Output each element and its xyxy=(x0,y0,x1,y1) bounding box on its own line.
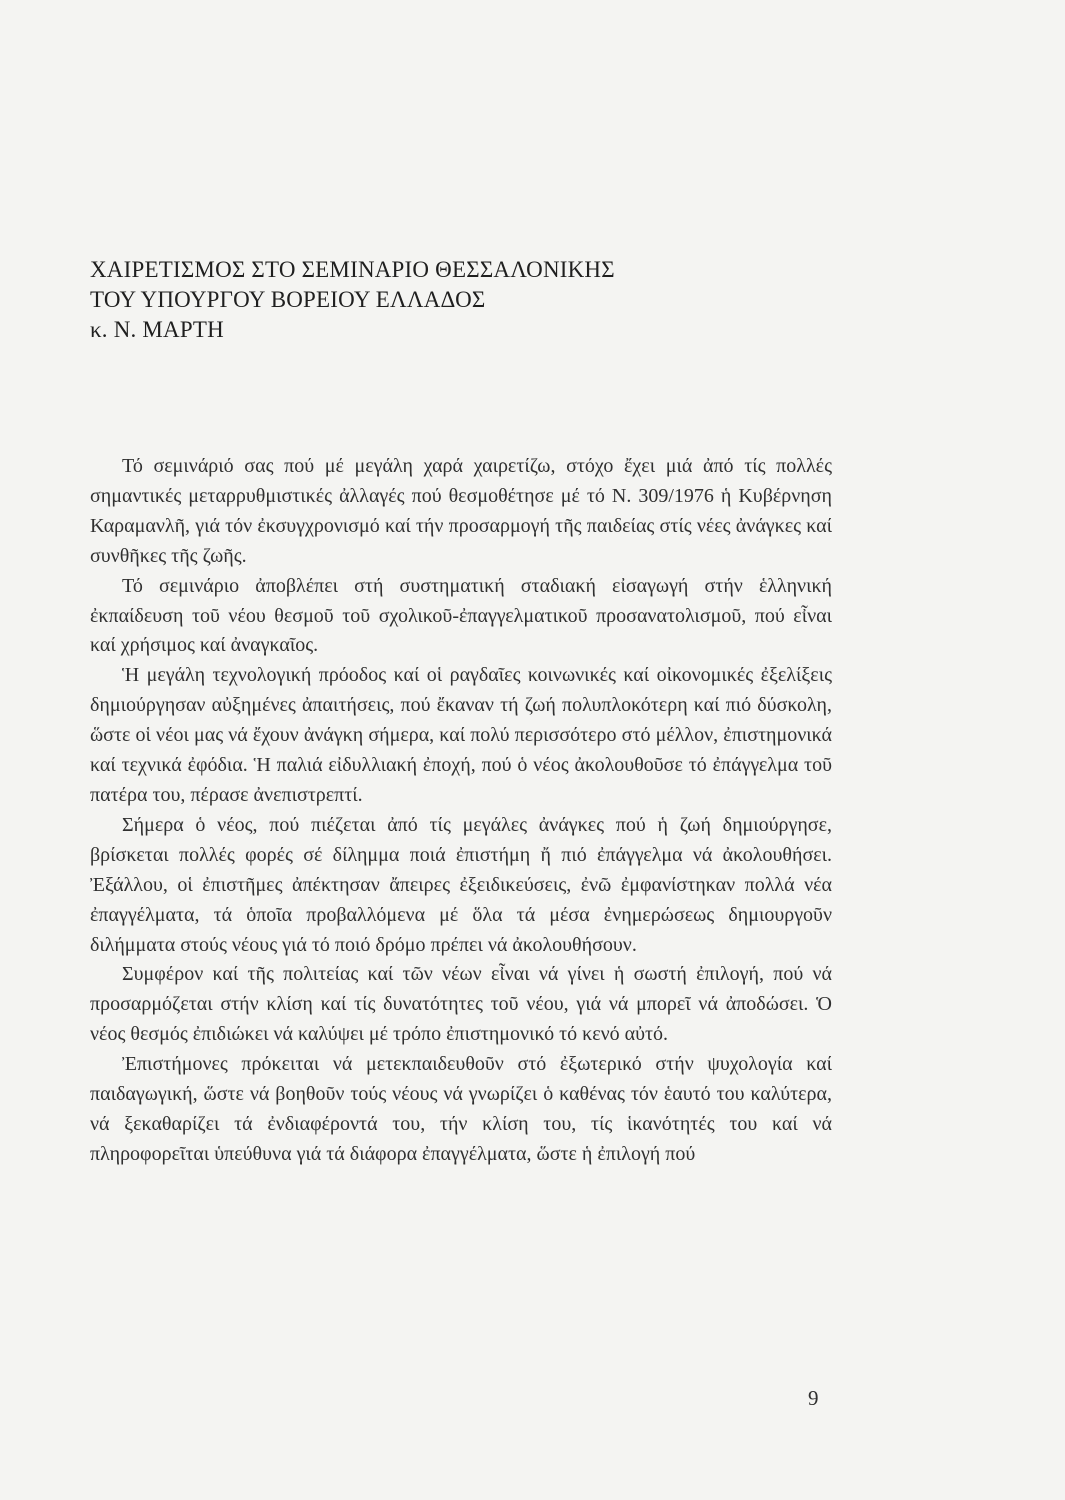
paragraph: Ἡ μεγάλη τεχνολογική πρόοδος καί οἱ ραγδαῖες κοινωνικές καί οἰκονομικές ἐξελίξεις δημιούργησαν αὐξημένες ἀπαιτήσεις, πού ἔκαναν τή ζωή πολυπλοκότερη καί πιό δύσκολη, ὥστε οἱ νέοι μας νά ἔχουν ἀνάγκη σήμερα, καί πολύ περισσότερο στό μέλλον, ἐπιστημονικά καί τεχνικά ἐφόδια. Ἡ παλιά εἰδυλλιακή ἐποχή, πού ὁ νέος ἀκολουθοῦσε τό ἐπάγγελμα τοῦ πατέρα του, πέρασε ἀνεπιστρεπτί. xyxy=(90,664,832,806)
paragraph: Τό σεμινάριο ἀποβλέπει στή συστηματική σταδιακή εἰσαγωγή στήν ἑλληνική ἐκπαίδευση τοῦ νέου θεσμοῦ τοῦ σχολικοῦ-ἐπαγγελματικοῦ προσανατολισμοῦ, πού εἶναι καί χρήσιμος καί ἀναγκαῖος. xyxy=(90,574,832,657)
page-title xyxy=(90,255,850,345)
paragraph: Συμφέρον καί τῆς πολιτείας καί τῶν νέων εἶναι νά γίνει ἡ σωστή ἐπιλογή, πού νά προσαρμόζεται στήν κλίση καί τίς δυνατότητες τοῦ νέου, γιά νά μπορεῖ νά ἀποδώσει. Ὁ νέος θεσμός ἐπιδιώκει νά καλύψει μέ τρόπο ἐπιστημονικό τό κενό αὐτό. xyxy=(90,963,832,1046)
paragraph: Ἐπιστήμονες πρόκειται νά μετεκπαιδευθοῦν στό ἐξωτερικό στήν ψυχολογία καί παιδαγωγική, ὥστε νά βοηθοῦν τούς νέους νά γνωρίζει ὁ καθένας τόν ἑαυτό του καλύτερα, νά ξεκαθαρίζει τά ἐνδιαφέροντά του, τήν κλίση του, τίς ἱκανότητές του καί νά πληροφορεῖται ὑπεύθυνα γιά τά διάφορα ἐπαγγέλματα, ὥστε ἡ ἐπιλογή πού xyxy=(90,1053,832,1165)
title-line: ΤΟΥ ΥΠΟΥΡΓΟΥ ΒΟΡΕΙΟΥ ΕΛΛΑΔΟΣ xyxy=(90,287,486,312)
title-line: ΧΑΙΡΕΤΙΣΜΟΣ ΣΤΟ ΣΕΜΙΝΑΡΙΟ ΘΕΣΣΑΛΟΝΙΚΗΣ xyxy=(90,257,615,282)
page-number: 9 xyxy=(808,1386,819,1410)
paragraph: Σήμερα ὁ νέος, πού πιέζεται ἀπό τίς μεγάλες ἀνάγκες πού ἡ ζωή δημιούργησε, βρίσκεται πολλές φορές σέ δίλημμα ποιά ἐπιστήμη ἤ πιό ἐπάγγελμα νά ἀκολουθήσει. Ἐξάλλου, οἱ ἐπιστῆμες ἀπέκτησαν ἄπειρες ἐξειδικεύσεις, ἐνῶ ἐμφανίστηκαν πολλά νέα ἐπαγγέλματα, τά ὁποῖα προβαλλόμενα μέ ὅλα τά μέσα ἐνημερώσεως δημιουργοῦν διλήμματα στούς νέους γιά τό ποιό δρόμο πρέπει νά ἀκολουθήσουν. xyxy=(90,813,832,956)
title-line: κ. Ν. ΜΑΡΤΗ xyxy=(90,317,224,342)
paragraph: Τό σεμινάριό σας πού μέ μεγάλη χαρά χαιρετίζω, στόχο ἔχει μιά ἀπό τίς πολλές σημαντικές μεταρρυθμιστικές ἀλλαγές πού θεσμοθέτησε μέ τό Ν. 309/1976 ἡ Κυβέρνηση Καραμανλῆ, γιά τόν ἐκσυγχρονισμό καί τήν προσαρμογή τῆς παιδείας στίς νέες ἀνάγκες καί συνθῆκες τῆς ζωῆς. xyxy=(90,455,832,567)
body-text xyxy=(90,452,832,1170)
